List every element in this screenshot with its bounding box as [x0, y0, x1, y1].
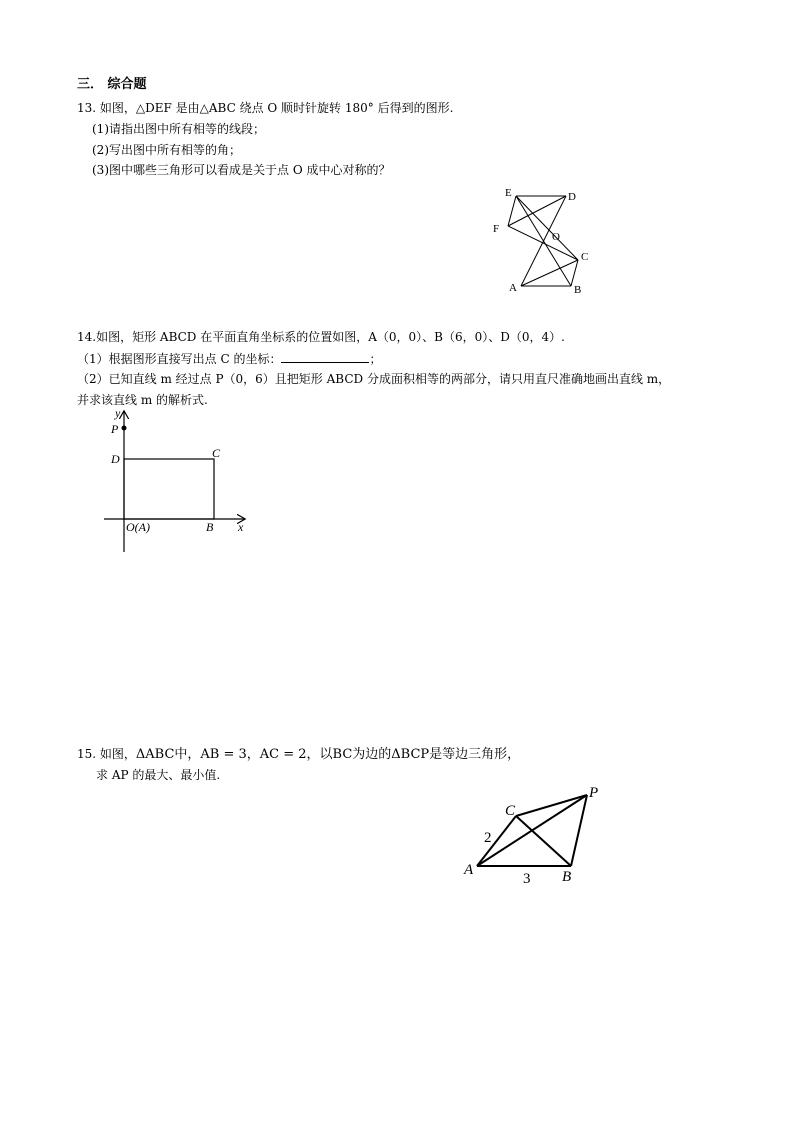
- q15-line-2: 求 AP 的最大、最小值.: [96, 768, 221, 782]
- label-B: B: [562, 869, 572, 885]
- q14-stem: 14.如图，矩形 ABCD 在平面直角坐标系的位置如图，A（0，0）、B（6，0）、D（0，4）.: [77, 330, 565, 344]
- q14-part-1: [77, 351, 381, 366]
- q14-part-1-prefix: （1）根据图形直接写出点 C 的坐标：: [77, 352, 282, 366]
- label-A: A: [509, 282, 517, 294]
- segment-DF: [508, 196, 566, 226]
- q14-part-2: （2）已知直线 m 经过点 P（0，6）且把矩形 ABCD 分成面积相等的两部分，请只用直尺准确地画出直线 m，: [77, 372, 671, 386]
- q13-part-2: (2)写出图中所有相等的角；: [92, 143, 241, 157]
- label-origin: O(A): [126, 520, 150, 534]
- segment-CP: [516, 795, 587, 816]
- q15-stem-prefix: 15. 如图，: [77, 747, 136, 761]
- q13-part-1: (1)请指出图中所有相等的线段；: [92, 122, 265, 136]
- q14-part-2-cont: 并求该直线 m 的解析式.: [77, 393, 208, 407]
- segment-DA: [521, 196, 566, 286]
- segment-BE: [516, 196, 571, 286]
- segment-PB: [571, 795, 587, 866]
- segment-CB: [516, 816, 571, 866]
- q13-stem: 13. 如图，△DEF 是由△ABC 绕点 O 顺时针旋转 180° 后得到的图形.: [77, 101, 454, 115]
- q13-part-3: (3)图中哪些三角形可以看成是关于点 O 成中心对称的？: [92, 163, 391, 177]
- segment-EF: [508, 196, 516, 226]
- label-A: A: [464, 862, 474, 878]
- label-C: C: [212, 446, 221, 460]
- answer-blank: [281, 351, 369, 363]
- section-heading: 三． 综合题: [77, 77, 147, 92]
- label-P: P: [111, 422, 119, 436]
- label-C: C: [505, 803, 516, 819]
- label-B: B: [206, 520, 214, 534]
- label-ab-length: 3: [523, 871, 531, 887]
- label-D: D: [568, 191, 576, 203]
- segment-EC: [516, 196, 578, 260]
- segment-BC: [571, 260, 578, 286]
- label-D: D: [111, 452, 120, 466]
- label-B: B: [574, 284, 582, 296]
- segment-AC: [477, 816, 516, 866]
- label-F: F: [493, 223, 500, 235]
- rectangle-abcd: [124, 459, 214, 519]
- label-y: y: [115, 406, 121, 420]
- segment-AC: [521, 260, 578, 286]
- label-ac-length: 2: [484, 830, 492, 846]
- q15-line-1: [77, 747, 520, 762]
- label-O: O: [552, 231, 560, 243]
- label-E: E: [505, 187, 512, 199]
- point-P: [122, 426, 127, 431]
- label-P: P: [589, 785, 599, 801]
- segment-AP: [477, 795, 587, 866]
- label-x: x: [238, 520, 244, 534]
- label-C: C: [581, 251, 589, 263]
- q15-stem-math: ΔABC中，AB = 3，AC = 2，以BC为边的ΔBCP是等边三角形，: [135, 747, 521, 762]
- segment-FC: [508, 226, 578, 260]
- q14-part-1-suffix: ；: [369, 352, 382, 366]
